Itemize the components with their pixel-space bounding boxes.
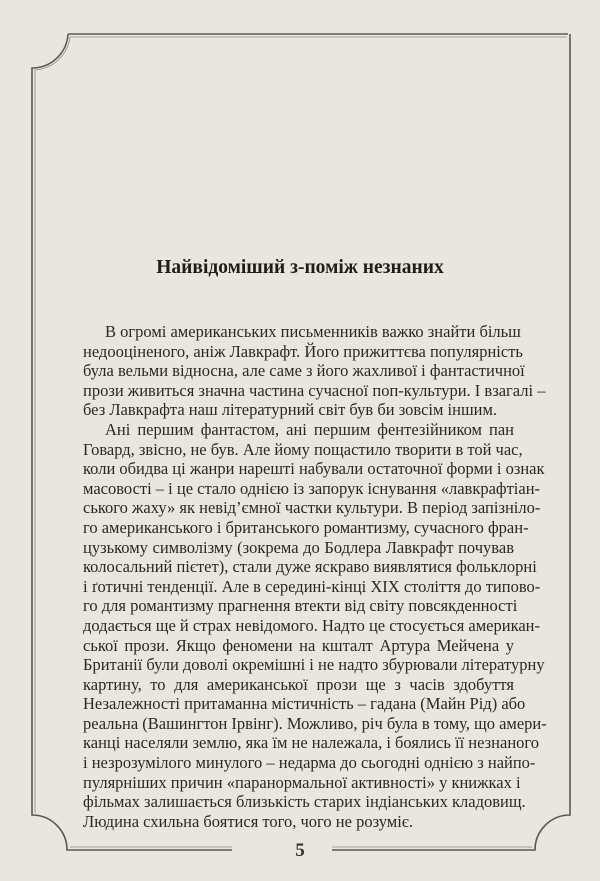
text-line: і незрозумілого минулого – недарма до сьогодні однією з найпо-	[83, 753, 536, 773]
text-line: Говард, звісно, не був. Але йому пощастило творити в той час,	[83, 439, 523, 459]
text-line: Людина схильна боятися того, чого не розуміє.	[83, 811, 413, 831]
text-line: була вельми відносна, але саме з його жахливої і фантастичної	[83, 361, 525, 381]
text-line: Британії були доволі окремішні і не надто збурювали літературну	[83, 655, 545, 675]
body-text	[83, 322, 547, 831]
text-line: Незалежності притаманна містичність – гадана (Майн Рід) або	[83, 694, 526, 714]
text-line: го американського і британського романтизму, сучасного фран-	[83, 517, 529, 537]
text-line: без Лавкрафта наш літературний світ був би зовсім іншим.	[83, 400, 498, 420]
text-line: ської прози. Якщо феномени на кшталт Артура Мейчена у	[83, 635, 514, 655]
text-line: коли обидва ці жанри нарешті набували остаточної форми і ознак	[83, 459, 545, 479]
text-line: колосальний пієтет), стали дуже яскраво виявлятися фольклорні	[83, 557, 537, 577]
text-line: Ані першим фантастом, ані першим фентезійником пан	[105, 419, 514, 439]
chapter-title: Найвідоміший з-поміж незнаних	[156, 257, 444, 278]
text-line: масовості – і це стало однією із запорук існування «лавкрафтіан-	[83, 478, 541, 498]
text-line: фільмах залишається близькість старих індіанських кладовищ.	[83, 792, 526, 812]
text-line: В огромі американських письменників важко знайти більш	[105, 322, 521, 341]
text-line: го для романтизму прагнення втекти від світу повсякденності	[83, 596, 518, 616]
text-line: пулярніших причин «паранормальної активності» у книжках і	[83, 772, 521, 792]
text-line: реальна (Вашингтон Ірвінг). Можливо, річ була в тому, що амери-	[83, 713, 547, 733]
text-line: канці населяли землю, яка їм не належала, і боялись її незнаного	[83, 733, 540, 753]
text-line: ського жаху» як невід’ємної частки культури. В період запізніло-	[83, 498, 541, 518]
text-line: цузькому символізму (зокрема до Бодлера Лавкрафт почував	[83, 537, 514, 557]
text-line: недооціненого, аніж Лавкрафт. Його прижиттєва популярність	[83, 341, 523, 361]
text-line: додається ще й страх невідомого. Надто це стосується американ-	[83, 615, 540, 635]
page-number: 5	[295, 840, 305, 861]
text-line: картину, то для американської прози ще з часів здобуття	[83, 674, 514, 694]
text-line: прози живиться значна частина сучасної поп-культури. І взагалі –	[83, 380, 546, 400]
text-line: і ґотичні тенденції. Але в середині-кінці XIX століття до типово-	[83, 576, 541, 596]
